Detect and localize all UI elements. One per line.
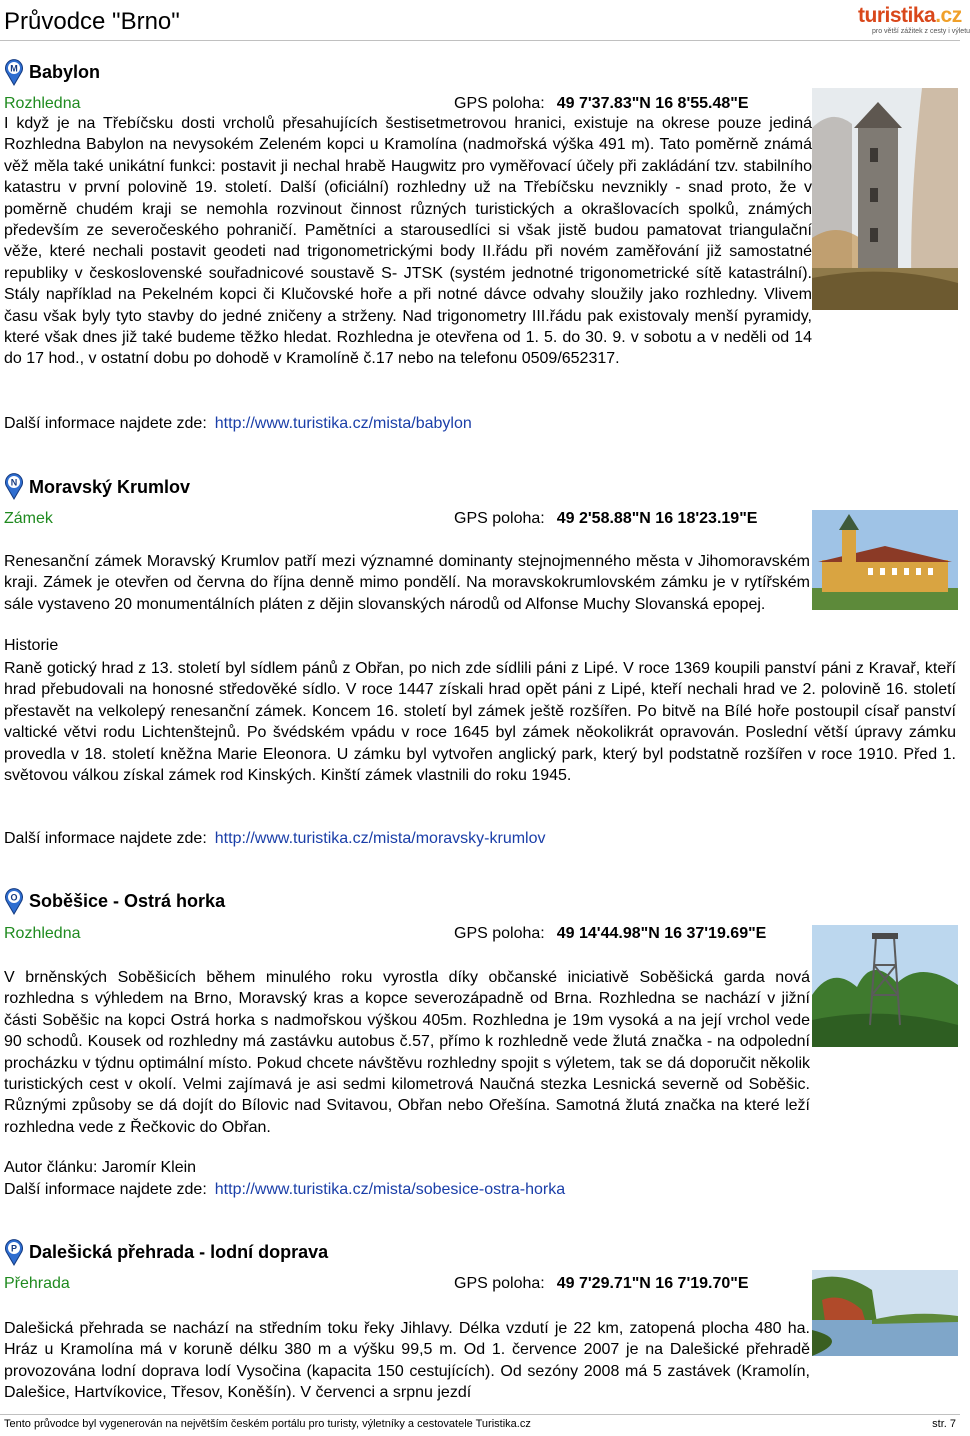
page-number: str. 7 — [932, 1418, 956, 1430]
more-info — [4, 1181, 565, 1199]
more-info — [4, 830, 546, 848]
gps-position — [454, 1275, 749, 1293]
header-divider — [0, 40, 960, 41]
place-description: I když je na Třebíčsku dosti vrcholů přesahujících šestisetmetrovou hranici, existuje na okrese pouze jediná Rozhledna Babylon na nevysokém Zeleném kopci u Kramolína (nadmořská výška 491 m). Tato poměrně známá věž měla také unikátní funkci: postavit ji nechal hrabě Haugwitz pro vyměřovací účely při zakládání tzv. stabilního katastru v první polovině 19. století. Další (oficiální) rozhledny už na Třebíčsku nevznikly - snad proto, že v poměrně chudém kraji se nemohla rozvinout činnost různých turistických a okrašlovacích spolků, známých především ze severočeského pohraničí. Pamětníci a starousedlíci si však jistě budou pamatovat triangulační věže, které nechali postavit geodeti nad trigonometrickými body II.řádu při novém zaměřování již samostatné republiky v československé souřadnicové soustavě S- JTSK (systém jednotné trigonometrické sítě katastrální). Stály například na Pekelném kopci či Klučovské hoře a při notné dávce odvahy sloužily jako rozhledny. Vlivem času však byly tyto stavby do jedné zničeny a strženy. Nad trigonometry III.řádu pak existovaly menší pyramidy, které však dnes již také budeme těžko hledat. Rozhledna je otevřena od 1. 5. do 30. 9. v sobotu a v neděli od 14 do 17 hod., v ostatní dobu po dohodě v Kramolíně č.17 nebo na telefonu 0509/652317. — [4, 115, 812, 368]
more-info-label: Další informace najdete zde: — [4, 415, 207, 432]
gps-value: 49 7'29.71"N 16 7'19.70"E — [556, 1275, 749, 1292]
more-info-link[interactable]: http://www.turistika.cz/mista/sobesice-ostra-horka — [214, 1181, 566, 1198]
place-title: Soběšice - Ostrá horka — [29, 891, 226, 911]
reservoir-photo — [812, 1270, 958, 1356]
place-description: V brněnských Soběšicích během minulého roku vyrostla díky občanské iniciativě Soběšická garda nová rozhledna s výhledem na Brno, Moravský kras a kopce severozápadně od Brna. Rozhledna se nachází v jižní části Soběšic na kopci Ostrá horka s nadmořskou výškou 405m. Rozhledna je 19m vysoká a na její vrchol vede 90 schodů. Kousek od rozhledny má zastávku autobus č.57, přímo k rozhledně vede žlutá značka - na odpolední procházku v týdnu optimální místo. Pokud chcete návštěvu rozhledny spojit s výletem, tak se dá doporučit několik turistických cest v okolí. Velmi zajímavá je asi sedmi kilometrová Naučná stezka Lesnická severně od Soběšic. Různými způsoby se dá dojít do Bílovic nad Svitavou, Obřan nebo Ořešína. Samotná žlutá značka na které leží rozhledna vede z Řečkovic do Obřan. — [4, 969, 810, 1136]
castle-photo — [812, 510, 958, 610]
marker-letter: P — [10, 1243, 18, 1254]
author-line: Autor článku: Jaromír Klein — [4, 1159, 197, 1176]
gps-position — [454, 510, 757, 528]
place-category: Rozhledna — [4, 95, 81, 112]
more-info — [4, 415, 472, 433]
gps-value: 49 2'58.88"N 16 18'23.19"E — [556, 510, 758, 527]
map-pin-icon — [4, 887, 24, 915]
marker-letter: N — [10, 477, 18, 488]
gps-position — [454, 925, 766, 943]
place-description: Renesanční zámek Moravský Krumlov patří mezi významné dominanty stejnojmenného města v Jihomoravském kraji. Zámek je otevřen od června do října denně mimo pondělí. Na moravskokrumlovském zámku je v rytířském sále vystaveno 20 monumentálních pláten z dějin slovanských národů od Alfonse Muchy Slovanská epopej. — [4, 553, 810, 613]
lookout-tower-photo — [812, 925, 958, 1047]
gps-label: GPS poloha: — [454, 1275, 545, 1292]
place-title: Moravský Krumlov — [29, 477, 191, 497]
map-pin-icon — [4, 58, 24, 86]
turistika-logo[interactable] — [858, 4, 970, 36]
logo-tagline: pro větší zážitek z cesty i výletu — [872, 28, 970, 35]
gps-value: 49 14'44.98"N 16 37'19.69"E — [556, 925, 767, 942]
footer-divider — [0, 1414, 960, 1415]
place-title: Dalešická přehrada - lodní doprava — [29, 1242, 329, 1262]
place-category: Zámek — [4, 510, 53, 527]
place-description: Dalešická přehrada se nachází na středním toku řeky Jihlavy. Délka vzdutí je 22 km, zatopená plocha 480 ha. Hráz u Kramolína má v koruně délku 380 m a výšku 99,5 m. Od 1. července 2007 je na Dalešické přehradě provozována lodní doprava lodí Vysočina (kapacita 150 cestujících). Od sezóny 2008 má 5 zastávek (Kramolín, Dalešice, Hartvíkovice, Třesov, Koněšín). V červenci a srpnu jezdí — [4, 1320, 810, 1402]
gps-position — [454, 95, 749, 113]
place-title: Babylon — [29, 62, 101, 82]
document-title: Průvodce "Brno" — [4, 8, 180, 35]
place-category: Přehrada — [4, 1275, 70, 1292]
footer-note: Tento průvodce byl vygenerován na největším českém portálu pro turisty, výletníky a cestovatele Turistika.cz — [4, 1418, 531, 1430]
history-heading: Historie — [4, 637, 59, 654]
more-info-link[interactable]: http://www.turistika.cz/mista/babylon — [214, 415, 472, 432]
more-info-label: Další informace najdete zde: — [4, 1181, 207, 1198]
logo-text: turistika — [858, 4, 936, 27]
place-category: Rozhledna — [4, 925, 81, 942]
gps-label: GPS poloha: — [454, 510, 545, 527]
gps-label: GPS poloha: — [454, 95, 545, 112]
map-pin-icon — [4, 1238, 24, 1266]
marker-letter: O — [10, 892, 18, 903]
marker-letter: M — [10, 63, 18, 74]
history-text: Raně gotický hrad z 13. století byl sídlem pánů z Obřan, po nich zde sídlili páni z Lipé. V roce 1369 koupili panství páni z Kravař, kteří hrad přebudovali na honosné středověké sídlo. V roce 1447 získali hrad opět páni z Lipé, kteří nechali hrad ve 2. polovině 16. století přestavět na velkolepý renesanční zámek. Koncem 16. století byl zámek ještě rozšířen. Po bitvě na Bílé hoře postoupil císař panství valtické větvi rodu Lichtenštejnů. Po švédském vpádu v roce 1645 byl zámek něokolikrát opravován. Poslední větší úpravy zámku provedla v 18. století kněžna Marie Eleonora. U zámku byl vytvořen anglický park, který byl podstatně rozšířen v roce 1910. Před 1. světovou válkou získal zámek rod Kinských. Kinští zámek vlastnili do roku 1945. — [4, 660, 956, 785]
more-info-link[interactable]: http://www.turistika.cz/mista/moravsky-krumlov — [214, 830, 546, 847]
logo-domain: .cz — [935, 4, 962, 27]
gps-value: 49 7'37.83"N 16 8'55.48"E — [556, 95, 749, 112]
gps-label: GPS poloha: — [454, 925, 545, 942]
more-info-label: Další informace najdete zde: — [4, 830, 207, 847]
page-header — [0, 0, 970, 44]
map-pin-icon — [4, 472, 24, 500]
babylon-tower-photo — [812, 88, 958, 310]
